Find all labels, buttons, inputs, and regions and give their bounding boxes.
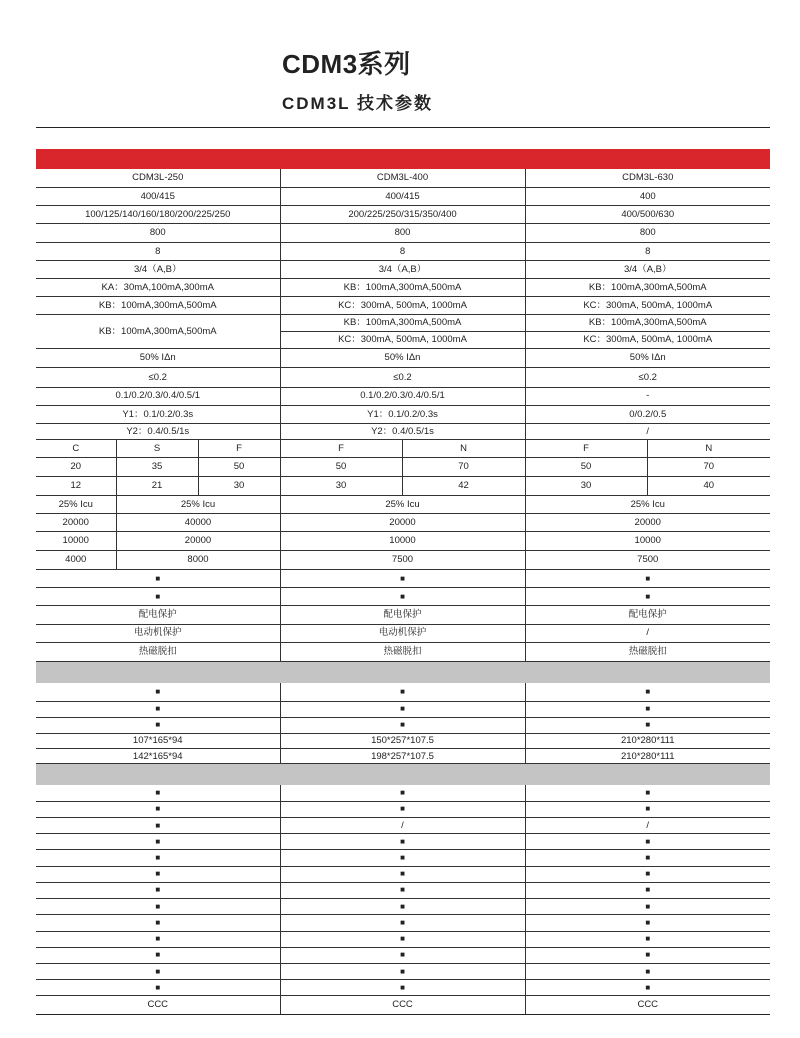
mark-icon: ■ <box>36 683 280 701</box>
mark-icon: ■ <box>525 850 770 866</box>
table-cell: 配电保护 <box>36 606 280 624</box>
table-row <box>36 818 770 834</box>
table-cell: / <box>280 818 525 834</box>
table-cell: 20000 <box>116 532 280 550</box>
mark-icon: ■ <box>36 801 280 817</box>
mark-icon: ■ <box>36 569 280 587</box>
table-row <box>36 514 770 532</box>
table-cell: 400/500/630 <box>525 206 770 224</box>
table-row <box>36 424 770 440</box>
mark-icon: ■ <box>36 717 280 733</box>
table-cell: 198*257*107.5 <box>280 749 525 764</box>
table-row <box>36 963 770 979</box>
table-cell: 150*257*107.5 <box>280 734 525 749</box>
table-cell: 70 <box>647 458 770 476</box>
table-row <box>36 834 770 850</box>
certification-cell: CCC <box>36 996 280 1015</box>
mark-icon: ■ <box>36 882 280 898</box>
table-cell: 0.1/0.2/0.3/0.4/0.5/1 <box>36 387 280 405</box>
mark-icon: ■ <box>525 931 770 947</box>
table-row <box>36 532 770 550</box>
table-cell: 35 <box>116 458 198 476</box>
table-cell: 800 <box>280 224 525 242</box>
table-row <box>36 947 770 963</box>
table-cell: KB：100mA,300mA,500mA <box>36 314 280 348</box>
certification-cell: CCC <box>525 996 770 1015</box>
title-divider <box>36 127 770 128</box>
mark-icon: ■ <box>36 701 280 717</box>
mark-icon: ■ <box>280 834 525 850</box>
table-cell: 8 <box>525 242 770 260</box>
table-row <box>36 701 770 717</box>
table-row <box>36 915 770 931</box>
certification-cell: CCC <box>280 996 525 1015</box>
mark-icon: ■ <box>525 947 770 963</box>
mark-icon: ■ <box>280 569 525 587</box>
mark-icon: ■ <box>36 866 280 882</box>
model-cell: CDM3L-400 <box>280 169 525 187</box>
table-cell: ≤0.2 <box>280 368 525 387</box>
table-cell: 21 <box>116 476 198 495</box>
table-cell: 20000 <box>280 514 525 532</box>
table-cell: 40 <box>647 476 770 495</box>
table-cell: 热磁脱扣 <box>280 642 525 661</box>
table-cell: 20 <box>36 458 116 476</box>
page-title: CDM3系列 <box>282 49 411 79</box>
section-band <box>36 764 770 785</box>
table-cell: KB：100mA,300mA,500mA <box>525 314 770 331</box>
table-cell: 50% IΔn <box>280 349 525 368</box>
table-cell: KB：100mA,300mA,500mA <box>280 314 525 331</box>
table-cell: C <box>36 440 116 458</box>
table-row <box>36 405 770 423</box>
table-cell: 3/4（A,B） <box>525 260 770 278</box>
table-cell: KC：300mA, 500mA, 1000mA <box>525 297 770 314</box>
table-row <box>36 387 770 405</box>
table-cell: F <box>280 440 402 458</box>
table-cell: N <box>402 440 525 458</box>
table-cell: 200/225/250/315/350/400 <box>280 206 525 224</box>
table-cell: - <box>525 387 770 405</box>
table-cell: KC：300mA, 500mA, 1000mA <box>280 331 525 348</box>
mark-icon: ■ <box>525 915 770 931</box>
table-cell: 热磁脱扣 <box>36 642 280 661</box>
table-row <box>36 866 770 882</box>
table-cell: F <box>525 440 647 458</box>
table-row <box>36 260 770 278</box>
table-cell: 70 <box>402 458 525 476</box>
table-row <box>36 850 770 866</box>
table-cell: S <box>116 440 198 458</box>
mark-icon: ■ <box>525 785 770 801</box>
mark-icon: ■ <box>280 683 525 701</box>
table-row <box>36 224 770 242</box>
table-cell: 210*280*111 <box>525 749 770 764</box>
table-cell: 热磁脱扣 <box>525 642 770 661</box>
table-cell: 30 <box>198 476 280 495</box>
mark-icon: ■ <box>280 588 525 606</box>
table-cell: 800 <box>36 224 280 242</box>
mark-icon: ■ <box>36 915 280 931</box>
table-cell: / <box>525 424 770 440</box>
table-cell: KA：30mA,100mA,300mA <box>36 279 280 297</box>
mark-icon: ■ <box>280 717 525 733</box>
model-cell: CDM3L-630 <box>525 169 770 187</box>
table-cell: Y1：0.1/0.2/0.3s <box>280 405 525 423</box>
mark-icon: ■ <box>280 850 525 866</box>
mark-icon: ■ <box>525 588 770 606</box>
table-cell: 7500 <box>525 550 770 569</box>
mark-icon: ■ <box>280 801 525 817</box>
table-cell: 50% IΔn <box>36 349 280 368</box>
table-row <box>36 996 770 1015</box>
table-cell: / <box>525 624 770 642</box>
table-cell: 配电保护 <box>280 606 525 624</box>
mark-icon: ■ <box>525 683 770 701</box>
table-cell: 20000 <box>525 514 770 532</box>
table-cell: ≤0.2 <box>36 368 280 387</box>
table-row <box>36 550 770 569</box>
table-cell: 10000 <box>280 532 525 550</box>
table-row <box>36 188 770 206</box>
table-row <box>36 931 770 947</box>
mark-icon: ■ <box>280 947 525 963</box>
mark-icon: ■ <box>280 701 525 717</box>
table-cell: 42 <box>402 476 525 495</box>
mark-icon: ■ <box>36 963 280 979</box>
table-cell: Y2：0.4/0.5/1s <box>36 424 280 440</box>
table-cell: 400/415 <box>36 188 280 206</box>
table-row <box>36 734 770 749</box>
mark-icon: ■ <box>280 899 525 915</box>
spec-table <box>36 149 770 1015</box>
mark-icon: ■ <box>36 834 280 850</box>
table-cell: 25% Icu <box>116 495 280 513</box>
mark-icon: ■ <box>280 963 525 979</box>
table-cell: 25% Icu <box>36 495 116 513</box>
mark-icon: ■ <box>280 915 525 931</box>
table-cell: 电动机保护 <box>36 624 280 642</box>
table-row <box>36 606 770 624</box>
table-row <box>36 683 770 701</box>
mark-icon: ■ <box>36 980 280 996</box>
mark-icon: ■ <box>280 882 525 898</box>
table-cell: Y2：0.4/0.5/1s <box>280 424 525 440</box>
table-cell: 100/125/140/160/180/200/225/250 <box>36 206 280 224</box>
table-cell: F <box>198 440 280 458</box>
mark-icon: ■ <box>525 963 770 979</box>
table-cell: 8000 <box>116 550 280 569</box>
table-row <box>36 206 770 224</box>
table-row <box>36 242 770 260</box>
table-cell: KB：100mA,300mA,500mA <box>36 297 280 314</box>
mark-icon: ■ <box>525 980 770 996</box>
table-cell: KC：300mA, 500mA, 1000mA <box>280 297 525 314</box>
table-row <box>36 642 770 661</box>
table-row <box>36 297 770 314</box>
table-row <box>36 801 770 817</box>
table-row <box>36 495 770 513</box>
table-cell: 40000 <box>116 514 280 532</box>
table-cell: 10000 <box>36 532 116 550</box>
mark-icon: ■ <box>525 701 770 717</box>
table-row <box>36 440 770 458</box>
table-cell: 50 <box>280 458 402 476</box>
table-cell: 400/415 <box>280 188 525 206</box>
table-row <box>36 882 770 898</box>
table-row <box>36 899 770 915</box>
mark-icon: ■ <box>280 980 525 996</box>
table-row <box>36 169 770 187</box>
mark-icon: ■ <box>36 850 280 866</box>
mark-icon: ■ <box>36 588 280 606</box>
table-cell: N <box>647 440 770 458</box>
table-cell: 8 <box>280 242 525 260</box>
table-cell: KB：100mA,300mA,500mA <box>280 279 525 297</box>
mark-icon: ■ <box>525 569 770 587</box>
mark-icon: ■ <box>525 882 770 898</box>
table-cell: 210*280*111 <box>525 734 770 749</box>
table-row <box>36 368 770 387</box>
table-cell: 电动机保护 <box>280 624 525 642</box>
table-cell: 0.1/0.2/0.3/0.4/0.5/1 <box>280 387 525 405</box>
table-cell: 配电保护 <box>525 606 770 624</box>
mark-icon: ■ <box>36 818 280 834</box>
table-cell: 20000 <box>36 514 116 532</box>
table-cell: 30 <box>525 476 647 495</box>
table-cell: 0/0.2/0.5 <box>525 405 770 423</box>
table-cell: 25% Icu <box>280 495 525 513</box>
table-row <box>36 588 770 606</box>
table-cell: 50% IΔn <box>525 349 770 368</box>
mark-icon: ■ <box>525 834 770 850</box>
table-cell: 8 <box>36 242 280 260</box>
table-cell: 400 <box>525 188 770 206</box>
mark-icon: ■ <box>525 717 770 733</box>
table-cell: 3/4（A,B） <box>280 260 525 278</box>
mark-icon: ■ <box>36 785 280 801</box>
mark-icon: ■ <box>525 801 770 817</box>
table-cell: 25% Icu <box>525 495 770 513</box>
table-cell: / <box>525 818 770 834</box>
table-cell: 800 <box>525 224 770 242</box>
table-row <box>36 980 770 996</box>
table-cell: 12 <box>36 476 116 495</box>
table-cell: 4000 <box>36 550 116 569</box>
table-row <box>36 279 770 297</box>
mark-icon: ■ <box>525 899 770 915</box>
mark-icon: ■ <box>280 866 525 882</box>
table-row <box>36 785 770 801</box>
table-row <box>36 624 770 642</box>
table-row <box>36 476 770 495</box>
table-cell: KC：300mA, 500mA, 1000mA <box>525 331 770 348</box>
page-subtitle: CDM3L 技术参数 <box>282 94 433 113</box>
table-row <box>36 569 770 587</box>
table-cell: 50 <box>198 458 280 476</box>
mark-icon: ■ <box>36 931 280 947</box>
table-cell: 3/4（A,B） <box>36 260 280 278</box>
mark-icon: ■ <box>36 899 280 915</box>
table-cell: KB：100mA,300mA,500mA <box>525 279 770 297</box>
table-row <box>36 314 770 331</box>
mark-icon: ■ <box>525 866 770 882</box>
section-band <box>36 662 770 683</box>
mark-icon: ■ <box>36 947 280 963</box>
table-row <box>36 458 770 476</box>
table-cell: Y1：0.1/0.2/0.3s <box>36 405 280 423</box>
table-row <box>36 349 770 368</box>
table-cell: 10000 <box>525 532 770 550</box>
table-cell: 50 <box>525 458 647 476</box>
mark-icon: ■ <box>280 931 525 947</box>
model-cell: CDM3L-250 <box>36 169 280 187</box>
table-row <box>36 749 770 764</box>
table-cell: 7500 <box>280 550 525 569</box>
header-band <box>36 149 770 169</box>
table-cell: ≤0.2 <box>525 368 770 387</box>
mark-icon: ■ <box>280 785 525 801</box>
table-cell: 30 <box>280 476 402 495</box>
table-cell: 107*165*94 <box>36 734 280 749</box>
table-cell: 142*165*94 <box>36 749 280 764</box>
table-row <box>36 717 770 733</box>
